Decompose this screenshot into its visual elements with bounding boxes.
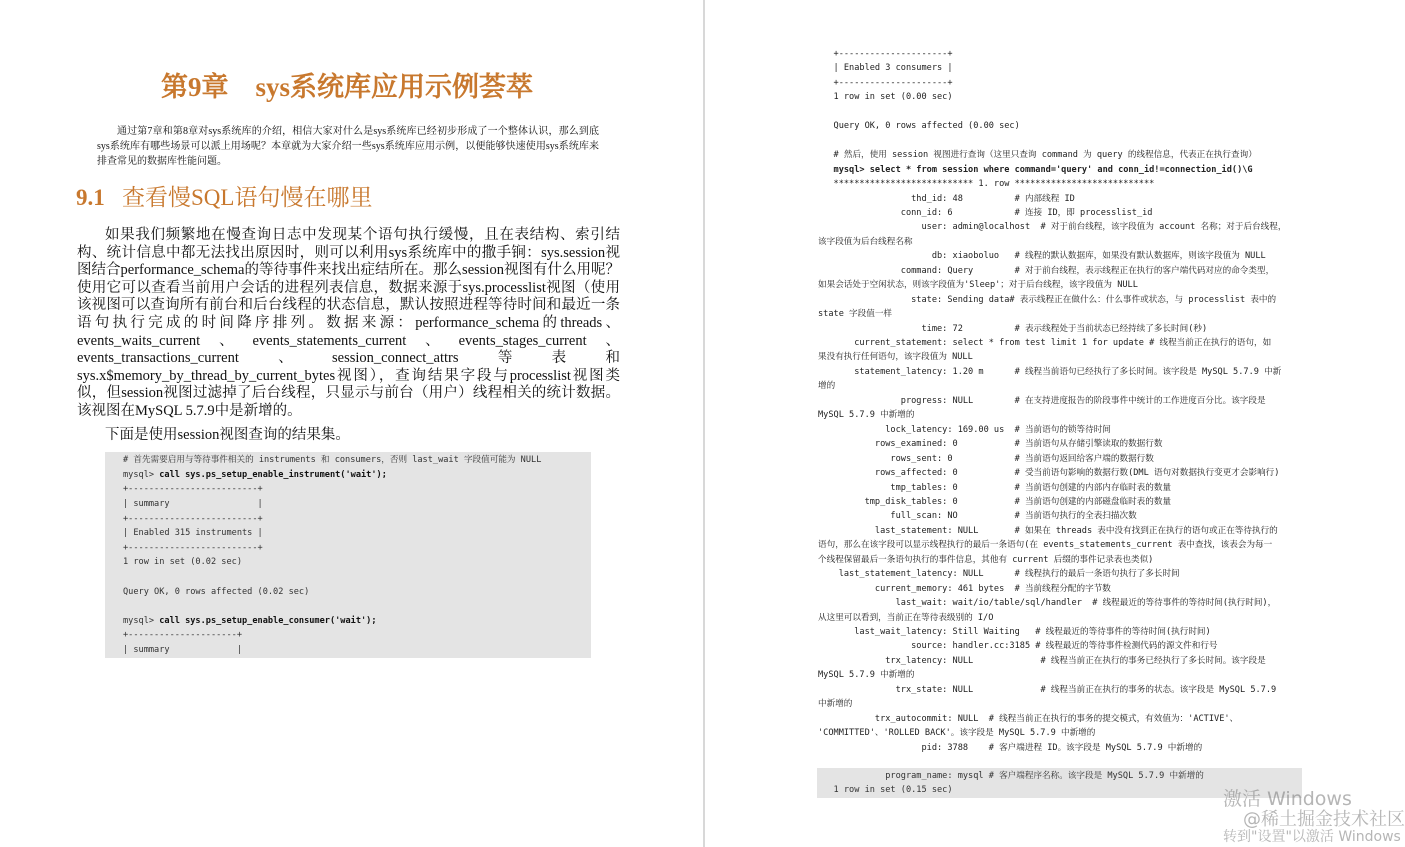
code-line: state 字段值一样	[818, 309, 893, 320]
code-line: trx_latency: NULL # 线程当前正在执行的事务已经执行了多长时间。该字段是	[818, 655, 1266, 666]
code-line: MySQL 5.7.9 中新增的	[818, 670, 915, 681]
code-line: last_statement: NULL # 如果在 threads 表中没有找到正在执行的语句或正在等待执行的	[818, 525, 1278, 536]
code-line: source: handler.cc:3185 # 线程最近的等待事件检测代码的源文件和行号	[818, 641, 1218, 652]
code-line: 增的	[818, 381, 836, 392]
code-line: 中新增的	[818, 699, 853, 710]
code-line: statement_latency: 1.20 m # 线程当前语句已经执行了多长时间。该字段是 MySQL 5.7.9 中新	[818, 366, 1282, 377]
code-line: 'COMMITTED'、'ROLLED BACK'。该字段是 MySQL 5.7.9 中新增的	[818, 728, 1096, 739]
code-text: | Enabled 315 instruments |	[123, 528, 263, 539]
code-line: +---------------------+	[818, 77, 953, 88]
code-text: Query OK, 0 rows affected (0.02 sec)	[123, 586, 310, 597]
code-line	[123, 455, 541, 466]
code-text: | summary |	[123, 498, 263, 509]
code-line: conn_id: 6 # 连接 ID，即 processlist_id	[818, 207, 1153, 218]
code-line	[123, 528, 263, 539]
code-line: 1 row in set (0.00 sec)	[818, 92, 953, 103]
code-text: mysql>	[123, 469, 160, 480]
code-line: 果没有执行任何语句，该字段值为 NULL	[818, 352, 973, 363]
code-block	[105, 452, 591, 658]
code-line: state: Sending data# 表示线程正在做什么：什么事件或状态，与 processlist 表中的	[818, 294, 1277, 305]
code-command: call sys.ps_setup_enable_instrument('wait');	[159, 469, 387, 480]
code-line: rows_examined: 0 # 当前语句从存储引擎读取的数据行数	[818, 439, 1163, 450]
code-line: 1 row in set (0.15 sec)	[818, 785, 953, 795]
code-line: last_wait: wait/io/table/sql/handler # 线程最近的等待事件的等待时间(执行时间)，	[818, 598, 1277, 609]
code-line: time: 72 # 表示线程处于当前状态已经持续了多长时间(秒)	[818, 323, 1208, 334]
code-line	[123, 499, 263, 510]
code-line: last_wait_latency: Still Waiting # 线程最近的等待事件的等待时间(执行时间)	[818, 627, 1211, 637]
code-line: rows_sent: 0 # 当前语句返回给客户端的数据行数	[818, 453, 1154, 464]
code-line: | Enabled 3 consumers |	[818, 63, 953, 74]
code-line: +---------------------+	[818, 49, 953, 59]
code-line: trx_state: NULL # 线程当前正在执行的事务的状态。该字段是 MySQL 5.7.9	[818, 684, 1277, 695]
code-line: pid: 3788 # 客户端进程 ID。该字段是 MySQL 5.7.9 中新增的	[818, 742, 1203, 753]
code-line: progress: NULL # 在支持进度报告的阶段事件中统计的工作进度百分比。该字段是	[818, 395, 1266, 406]
windows-activation-watermark	[1205, 789, 1405, 845]
code-line	[123, 484, 263, 495]
code-line: 语句，那么在该字段可以显示线程执行的最后一条语句(在 events_statements_current 表中查找，该表会为每一	[818, 540, 1273, 551]
code-line: thd_id: 48 # 内部线程 ID	[818, 193, 1075, 204]
chapter-title-text: sys系统库应用示例荟萃	[255, 72, 533, 102]
watermark-line: 激活 Windows	[1223, 788, 1352, 810]
body-paragraph: 如果我们频繁地在慢查询日志中发现某个语句执行缓慢，且在表结构、索引结构、统计信息中都无法找出原因时，则可以利用sys系统库中的撒手锏：sys.session视图结合performance_schema的等待事件来找出症结所在。那么session视图有什么用呢？使用它可以查看当前用户会话的进程列表信息，数据来源于sys.processlist视图（使用该视图可以查询所有前台和后台线程的状态信息，默认按照进程等待时间和最近一条语句执行完成的时间降序排列。数据来源：performance_schema的threads、events_waits_current、events_statements_current、events_stages_current、events_transactions_current、session_connect_attrs等表和sys.x$memory_by_thread_by_current_bytes视图），查询结果字段与processlist视图类似，但session视图过滤掉了后台线程，只显示与前台（用户）线程相关的统计数据。该视图在MySQL 5.7.9中是新增的。	[77, 227, 620, 419]
chapter-intro: 通过第7章和第8章对sys系统库的介绍，相信大家对什么是sys系统库已经初步形成了一个整体认识，那么到底sys系统库有哪些场景可以派上用场呢？本章就为大家介绍一些sys系统库应用示例，以便能够快速使用sys系统库来排查常见的数据库性能问题。	[97, 126, 599, 167]
code-text: | summary |	[123, 644, 242, 655]
code-line: user: admin@localhost # 对于前台线程，该字段值为 account 名称；对于后台线程，	[818, 222, 1287, 233]
code-line: program_name: mysql # 客户端程序名称。该字段是 MySQL 5.7.9 中新增的	[818, 771, 1204, 781]
code-text: +---------------------+	[123, 630, 242, 641]
section-heading	[76, 183, 703, 213]
code-line	[123, 616, 377, 627]
code-line: 从这里可以看到，当前正在等待表级别的 I/O	[818, 612, 994, 623]
section-number: 9.1	[76, 185, 105, 210]
code-line: 如果会话处于空闲状态，则该字段值为'Sleep'；对于后台线程，该字段值为 NULL	[818, 280, 1138, 291]
chapter-number: 第9章	[160, 72, 229, 102]
code-line: trx_autocommit: NULL # 线程当前正在执行的事务的提交模式，有效值为：'ACTIVE'、	[818, 713, 1239, 724]
left-page-content	[0, 0, 703, 658]
watermark-line: @稀土掘金技术社区	[1243, 808, 1405, 830]
code-line: 个线程保留最后一条语句执行的事件信息，其他有 current 后缀的事件记录表也类似)	[818, 554, 1154, 565]
code-line	[123, 514, 263, 525]
code-text: mysql>	[123, 615, 160, 626]
code-line	[123, 645, 242, 656]
code-line: # 然后，使用 session 视图进行查询（这里只查询 command 为 query 的线程信息，代表正在执行查询）	[818, 150, 1257, 161]
code-line: current_statement: select * from test limit 1 for update # 线程当前正在执行的语句，如	[818, 338, 1272, 348]
code-text: 1 row in set (0.02 sec)	[123, 557, 242, 568]
code-text: +-------------------------+	[123, 513, 263, 524]
code-text: +-------------------------+	[123, 484, 263, 495]
section-title: 查看慢SQL语句慢在哪里	[122, 185, 373, 210]
code-line	[123, 630, 242, 641]
code-line: rows_affected: 0 # 受当前语句影响的数据行数(DML 语句对数据执行变更才会影响行)	[818, 468, 1280, 479]
code-line	[123, 557, 242, 568]
code-line	[123, 470, 387, 481]
code-text: +-------------------------+	[123, 542, 263, 553]
body-paragraph: 下面是使用session视图查询的结果集。	[105, 426, 350, 443]
code-line: command: Query # 对于前台线程，表示线程正在执行的客户端代码对应的命令类型，	[818, 265, 1275, 276]
chapter-title	[0, 70, 694, 104]
code-line: full_scan: NO # 当前语句执行的全表扫描次数	[818, 511, 1137, 522]
code-line: *************************** 1. row ***************************	[818, 179, 1155, 190]
code-text: # 首先需要启用与等待事件相关的 instruments 和 consumers，否则 last_wait 字段值可能为 NULL	[123, 455, 542, 466]
right-page	[705, 0, 1405, 847]
code-line: MySQL 5.7.9 中新增的	[818, 410, 915, 421]
code-line	[123, 587, 309, 598]
code-line: 该字段值为后台线程名称	[818, 236, 913, 247]
code-line: tmp_tables: 0 # 当前语句创建的内部内存临时表的数量	[818, 482, 1172, 493]
code-command: call sys.ps_setup_enable_consumer('wait');	[159, 615, 377, 626]
code-line: last_statement_latency: NULL # 线程执行的最后一条语句执行了多长时间	[818, 569, 1180, 580]
code-line: Query OK, 0 rows affected (0.00 sec)	[818, 121, 1020, 132]
code-line: lock_latency: 169.00 us # 当前语句的锁等待时间	[818, 424, 1111, 435]
code-line: mysql> select * from session where command='query' and conn_id!=connection_id()\G	[818, 164, 1253, 175]
code-line: db: xiaoboluo # 线程的默认数据库，如果没有默认数据库，则该字段值为 NULL	[818, 251, 1266, 262]
code-line: current_memory: 461 bytes # 当前线程分配的字节数	[818, 583, 1111, 594]
code-line	[123, 543, 263, 554]
watermark-line: 转到"设置"以激活 Windows	[1223, 828, 1401, 845]
code-line: tmp_disk_tables: 0 # 当前语句创建的内部磁盘临时表的数量	[818, 496, 1172, 507]
